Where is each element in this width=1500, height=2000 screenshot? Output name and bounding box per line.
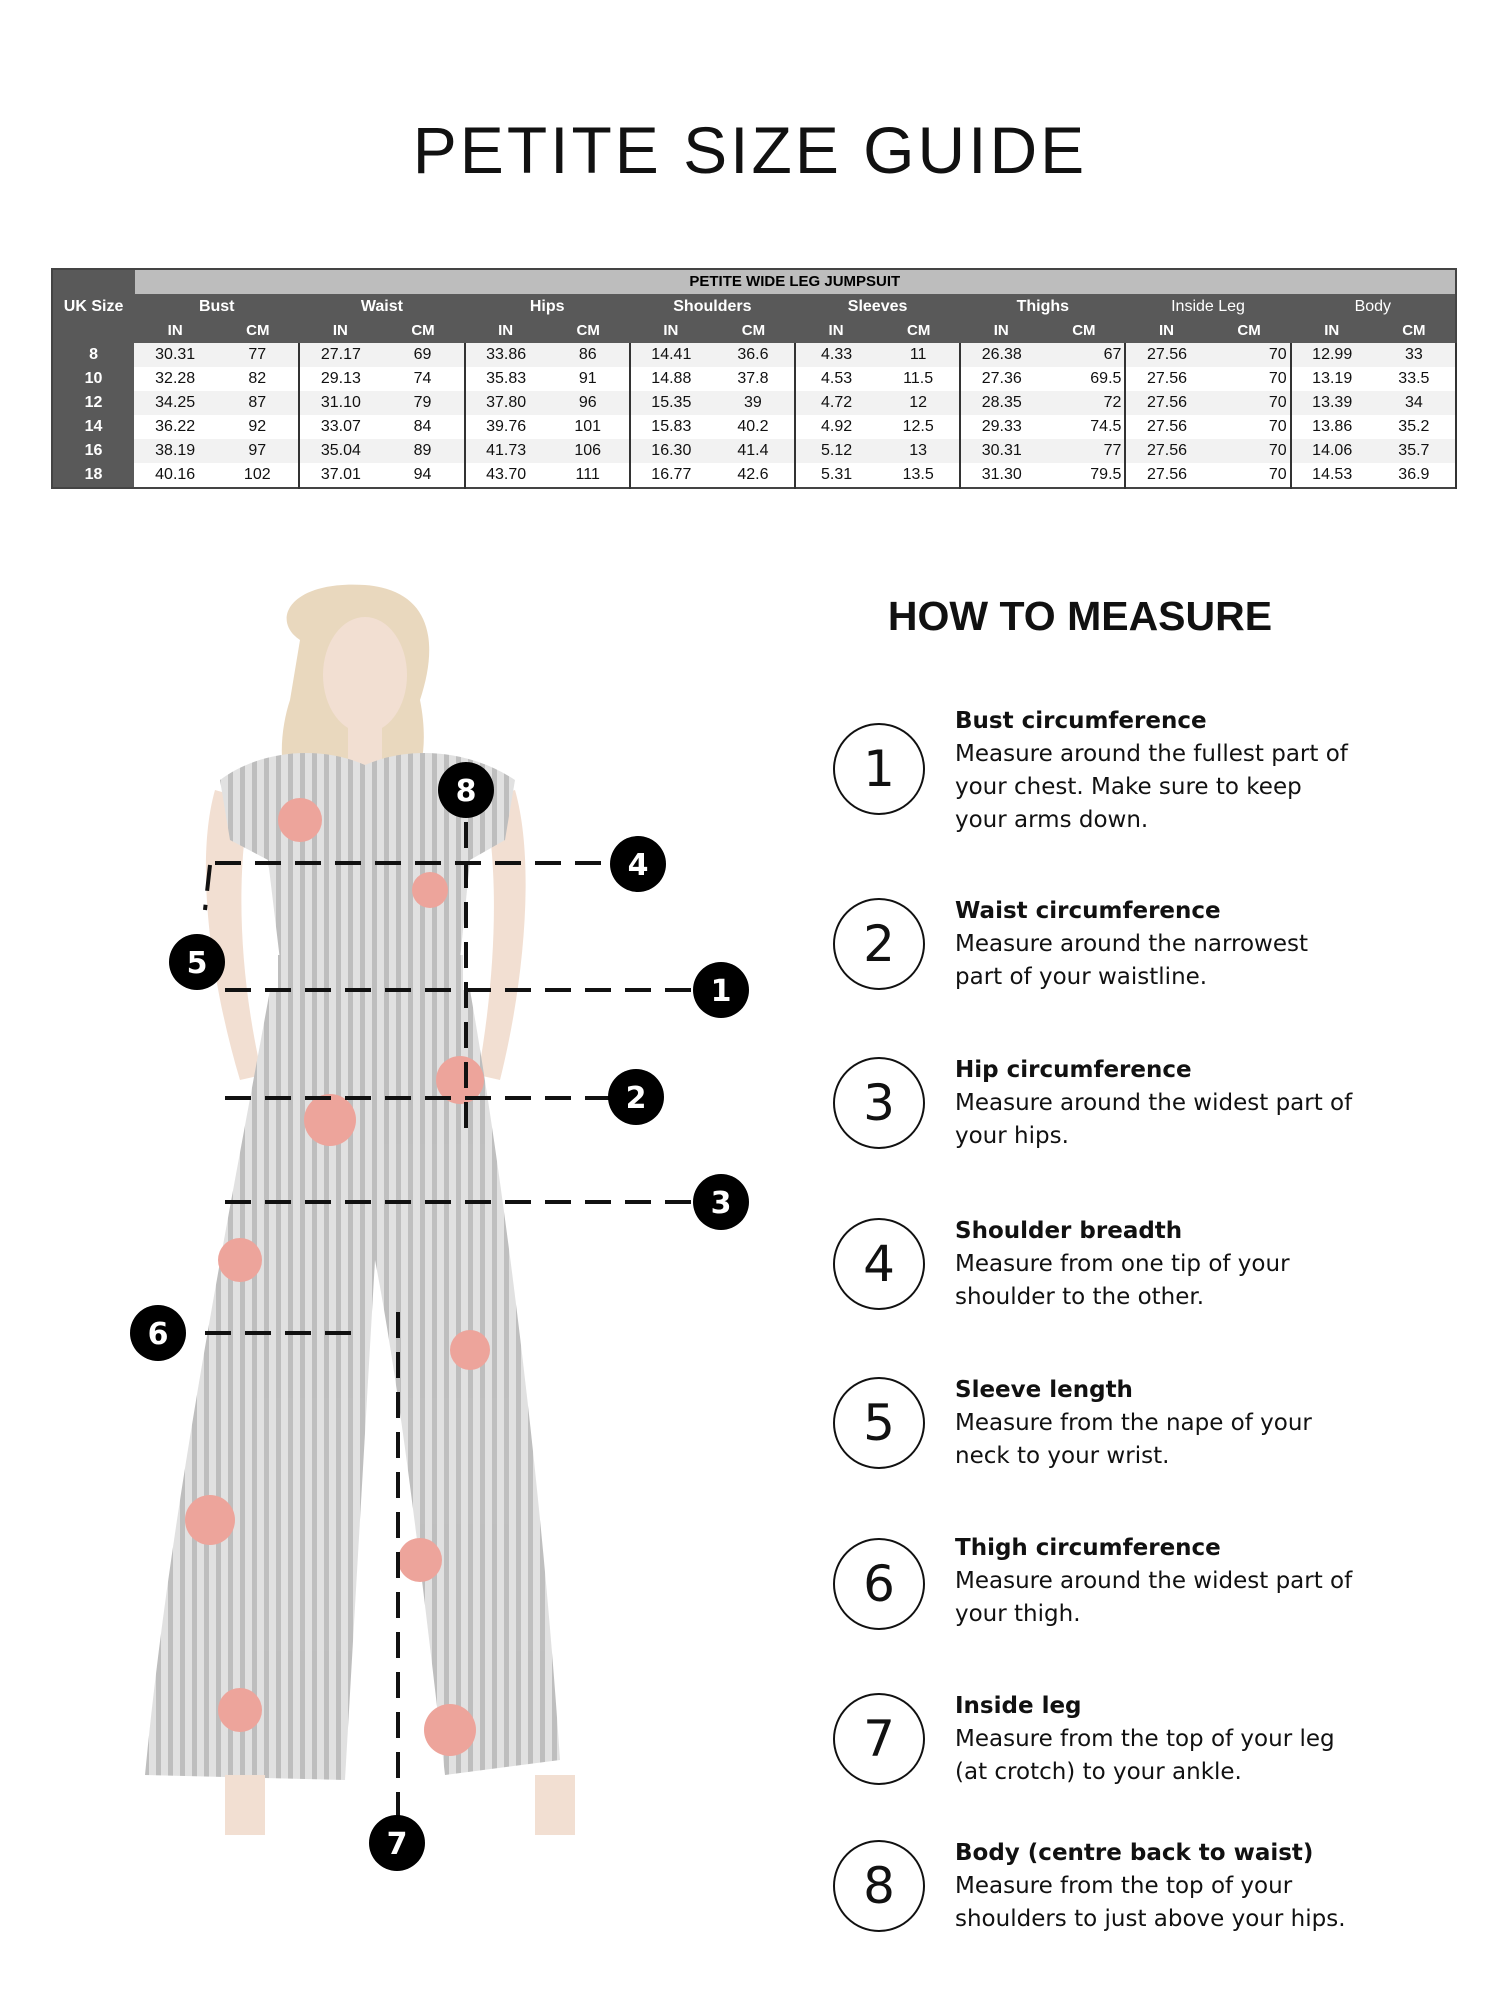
in-value-cell: 14.88 — [630, 367, 712, 391]
step-heading: Body (centre back to waist) — [955, 1840, 1314, 1866]
in-value-cell: 40.16 — [134, 463, 216, 488]
step-inside-leg — [830, 1693, 1350, 1833]
in-value-cell: 13.39 — [1291, 391, 1373, 415]
unit-header-cm: CM — [216, 319, 299, 343]
cm-value-cell: 37.8 — [712, 367, 795, 391]
group-header: Bust — [134, 295, 299, 320]
in-value-cell: 13.19 — [1291, 367, 1373, 391]
step-thigh — [830, 1535, 1353, 1675]
cm-value-cell: 77 — [216, 343, 299, 367]
in-value-cell: 35.04 — [299, 439, 381, 463]
unit-header-in: IN — [1291, 319, 1373, 343]
marker-label: 7 — [386, 1827, 408, 1862]
unit-header-in: IN — [465, 319, 547, 343]
in-value-cell: 38.19 — [134, 439, 216, 463]
unit-header-cm: CM — [1373, 319, 1456, 343]
step-description: Measure around the widest part of your thigh. — [955, 1568, 1353, 1627]
cm-value-cell: 79 — [381, 391, 464, 415]
marker-label: 5 — [186, 946, 208, 981]
cm-value-cell: 67 — [1042, 343, 1125, 367]
in-value-cell: 27.36 — [960, 367, 1042, 391]
table-banner: PETITE WIDE LEG JUMPSUIT — [134, 269, 1456, 295]
units-row — [52, 319, 1456, 343]
in-value-cell: 31.30 — [960, 463, 1042, 488]
unit-header-cm: CM — [877, 319, 960, 343]
table-row — [52, 391, 1456, 415]
group-header: Body — [1291, 295, 1456, 320]
unit-header-in: IN — [1125, 319, 1207, 343]
step-waist — [830, 898, 1350, 1038]
marker-label: 1 — [710, 974, 732, 1009]
in-value-cell: 16.77 — [630, 463, 712, 488]
marker-label: 2 — [625, 1081, 647, 1116]
cm-value-cell: 70 — [1208, 391, 1291, 415]
table-row — [52, 367, 1456, 391]
unit-header-cm: CM — [381, 319, 464, 343]
step-number-circle: 6 — [833, 1538, 925, 1630]
unit-header-in: IN — [795, 319, 877, 343]
cm-value-cell: 72 — [1042, 391, 1125, 415]
in-value-cell: 27.17 — [299, 343, 381, 367]
size-table-body — [52, 343, 1456, 488]
cm-value-cell: 42.6 — [712, 463, 795, 488]
cm-value-cell: 69 — [381, 343, 464, 367]
cm-value-cell: 13 — [877, 439, 960, 463]
in-value-cell: 29.13 — [299, 367, 381, 391]
in-value-cell: 14.41 — [630, 343, 712, 367]
step-number-circle: 1 — [833, 723, 925, 815]
cm-value-cell: 70 — [1208, 439, 1291, 463]
step-sleeve — [830, 1377, 1350, 1517]
cm-value-cell: 35.2 — [1373, 415, 1456, 439]
measurement-figure — [0, 560, 800, 2000]
unit-header-in: IN — [299, 319, 381, 343]
marker-4 — [610, 836, 666, 892]
table-row — [52, 415, 1456, 439]
step-heading: Waist circumference — [955, 898, 1221, 924]
in-value-cell: 32.28 — [134, 367, 216, 391]
unit-header-cm: CM — [712, 319, 795, 343]
uk-size-header: UK Size — [52, 295, 134, 320]
unit-header-in: IN — [134, 319, 216, 343]
unit-header-in: IN — [960, 319, 1042, 343]
uk-size-cell: 12 — [52, 391, 134, 415]
step-description: Measure around the narrowest part of your waistline. — [955, 931, 1309, 990]
cm-value-cell: 77 — [1042, 439, 1125, 463]
cm-value-cell: 79.5 — [1042, 463, 1125, 488]
in-value-cell: 26.38 — [960, 343, 1042, 367]
cm-value-cell: 111 — [547, 463, 630, 488]
cm-value-cell: 94 — [381, 463, 464, 488]
in-value-cell: 33.07 — [299, 415, 381, 439]
group-header: Waist — [299, 295, 464, 320]
cm-value-cell: 70 — [1208, 415, 1291, 439]
in-value-cell: 37.01 — [299, 463, 381, 488]
in-value-cell: 4.72 — [795, 391, 877, 415]
cm-value-cell: 96 — [547, 391, 630, 415]
unit-header-cm: CM — [547, 319, 630, 343]
in-value-cell: 30.31 — [134, 343, 216, 367]
in-value-cell: 15.35 — [630, 391, 712, 415]
in-value-cell: 41.73 — [465, 439, 547, 463]
step-bust — [830, 708, 1350, 848]
step-description: Measure around the fullest part of your chest. Make sure to keep your arms down. — [955, 741, 1348, 833]
in-value-cell: 4.53 — [795, 367, 877, 391]
cm-value-cell: 84 — [381, 415, 464, 439]
cm-value-cell: 101 — [547, 415, 630, 439]
in-value-cell: 27.56 — [1125, 367, 1207, 391]
cm-value-cell: 41.4 — [712, 439, 795, 463]
uk-size-cell: 14 — [52, 415, 134, 439]
in-value-cell: 5.12 — [795, 439, 877, 463]
cm-value-cell: 102 — [216, 463, 299, 488]
cm-value-cell: 106 — [547, 439, 630, 463]
step-heading: Inside leg — [955, 1693, 1082, 1719]
group-header: Shoulders — [630, 295, 795, 320]
group-header: Thighs — [960, 295, 1125, 320]
marker-7 — [369, 1815, 425, 1871]
group-header: Sleeves — [795, 295, 960, 320]
banner-spacer — [52, 269, 134, 295]
cm-value-cell: 35.7 — [1373, 439, 1456, 463]
cm-value-cell: 70 — [1208, 367, 1291, 391]
uk-size-cell: 8 — [52, 343, 134, 367]
in-value-cell: 16.30 — [630, 439, 712, 463]
marker-label: 8 — [455, 774, 477, 809]
cm-value-cell: 13.5 — [877, 463, 960, 488]
in-value-cell: 14.06 — [1291, 439, 1373, 463]
marker-8 — [438, 762, 494, 818]
unit-header-in: IN — [630, 319, 712, 343]
cm-value-cell: 11 — [877, 343, 960, 367]
step-heading: Thigh circumference — [955, 1535, 1221, 1561]
in-value-cell: 33.86 — [465, 343, 547, 367]
in-value-cell: 4.92 — [795, 415, 877, 439]
in-value-cell: 28.35 — [960, 391, 1042, 415]
in-value-cell: 30.31 — [960, 439, 1042, 463]
in-value-cell: 31.10 — [299, 391, 381, 415]
marker-label: 3 — [710, 1186, 732, 1221]
step-description: Measure from the top of your shoulders to just above your hips. — [955, 1873, 1346, 1932]
model-silhouette — [145, 585, 575, 1835]
in-value-cell: 27.56 — [1125, 415, 1207, 439]
step-description: Measure from the nape of your neck to your wrist. — [955, 1410, 1312, 1469]
cm-value-cell: 74 — [381, 367, 464, 391]
marker-6 — [130, 1305, 186, 1361]
in-value-cell: 4.33 — [795, 343, 877, 367]
cm-value-cell: 74.5 — [1042, 415, 1125, 439]
in-value-cell: 36.22 — [134, 415, 216, 439]
cm-value-cell: 39 — [712, 391, 795, 415]
cm-value-cell: 92 — [216, 415, 299, 439]
step-number-circle: 8 — [833, 1840, 925, 1932]
size-chart-table — [51, 268, 1457, 489]
step-number-circle: 3 — [833, 1057, 925, 1149]
how-to-measure-title: HOW TO MEASURE — [887, 593, 1273, 639]
marker-1 — [693, 962, 749, 1018]
in-value-cell: 27.56 — [1125, 439, 1207, 463]
cm-value-cell: 33.5 — [1373, 367, 1456, 391]
in-value-cell: 14.53 — [1291, 463, 1373, 488]
in-value-cell: 34.25 — [134, 391, 216, 415]
step-shoulder — [830, 1218, 1350, 1358]
marker-5 — [169, 934, 225, 990]
marker-3 — [693, 1174, 749, 1230]
cm-value-cell: 91 — [547, 367, 630, 391]
in-value-cell: 12.99 — [1291, 343, 1373, 367]
in-value-cell: 27.56 — [1125, 343, 1207, 367]
uk-size-cell: 18 — [52, 463, 134, 488]
in-value-cell: 37.80 — [465, 391, 547, 415]
in-value-cell: 39.76 — [465, 415, 547, 439]
marker-2 — [608, 1069, 664, 1125]
group-header: Hips — [465, 295, 630, 320]
marker-label: 6 — [147, 1317, 169, 1352]
cm-value-cell: 12 — [877, 391, 960, 415]
step-number-circle: 5 — [833, 1377, 925, 1469]
cm-value-cell: 97 — [216, 439, 299, 463]
cm-value-cell: 89 — [381, 439, 464, 463]
cm-value-cell: 69.5 — [1042, 367, 1125, 391]
step-heading: Hip circumference — [955, 1057, 1192, 1083]
table-row — [52, 463, 1456, 488]
cm-value-cell: 36.6 — [712, 343, 795, 367]
cm-value-cell: 40.2 — [712, 415, 795, 439]
step-number-circle: 7 — [833, 1693, 925, 1785]
marker-label: 4 — [627, 848, 649, 883]
cm-value-cell: 33 — [1373, 343, 1456, 367]
cm-value-cell: 82 — [216, 367, 299, 391]
cm-value-cell: 70 — [1208, 343, 1291, 367]
uk-size-cell: 10 — [52, 367, 134, 391]
in-value-cell: 13.86 — [1291, 415, 1373, 439]
in-value-cell: 29.33 — [960, 415, 1042, 439]
step-description: Measure from the top of your leg (at crotch) to your ankle. — [955, 1726, 1335, 1785]
step-hip — [830, 1057, 1353, 1197]
step-heading: Sleeve length — [955, 1377, 1133, 1403]
step-heading: Bust circumference — [955, 708, 1207, 734]
in-value-cell: 5.31 — [795, 463, 877, 488]
cm-value-cell: 86 — [547, 343, 630, 367]
table-row — [52, 439, 1456, 463]
cm-value-cell: 11.5 — [877, 367, 960, 391]
units-spacer — [52, 319, 134, 343]
in-value-cell: 35.83 — [465, 367, 547, 391]
step-body — [830, 1840, 1350, 1980]
uk-size-cell: 16 — [52, 439, 134, 463]
cm-value-cell: 36.9 — [1373, 463, 1456, 488]
step-number-circle: 2 — [833, 898, 925, 990]
step-description: Measure around the widest part of your hips. — [955, 1090, 1353, 1149]
step-heading: Shoulder breadth — [955, 1218, 1183, 1244]
step-number-circle: 4 — [833, 1218, 925, 1310]
page-title: PETITE SIZE GUIDE — [412, 113, 1088, 187]
in-value-cell: 15.83 — [630, 415, 712, 439]
cm-value-cell: 34 — [1373, 391, 1456, 415]
cm-value-cell: 87 — [216, 391, 299, 415]
cm-value-cell: 70 — [1208, 463, 1291, 488]
in-value-cell: 27.56 — [1125, 391, 1207, 415]
unit-header-cm: CM — [1208, 319, 1291, 343]
table-row — [52, 343, 1456, 367]
unit-header-cm: CM — [1042, 319, 1125, 343]
group-header: Inside Leg — [1125, 295, 1290, 320]
cm-value-cell: 12.5 — [877, 415, 960, 439]
step-description: Measure from one tip of your shoulder to the other. — [955, 1251, 1290, 1310]
in-value-cell: 27.56 — [1125, 463, 1207, 488]
in-value-cell: 43.70 — [465, 463, 547, 488]
